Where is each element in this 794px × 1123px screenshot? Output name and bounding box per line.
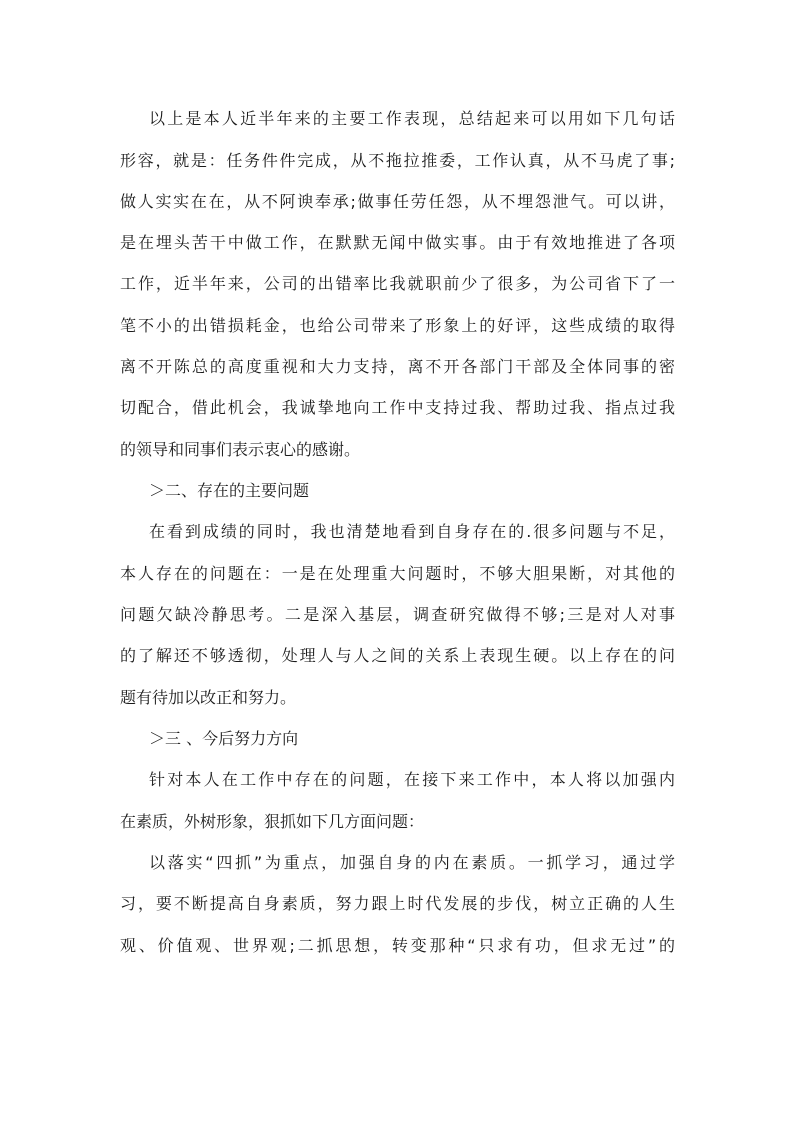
paragraph1-line-2: 形容，就是：任务件件完成，从不拖拉推委，工作认真，从不马虎了事; (120, 151, 675, 170)
paragraph1-line-8: 切配合，借此机会，我诚挚地向工作中支持过我、帮助过我、指点过我 (120, 398, 675, 417)
paragraph1-line-9: 的领导和同事们表示衷心的感谢。 (120, 440, 361, 459)
paragraph2-line-1: 在看到成绩的同时，我也清楚地看到自身存在的.很多问题与不足， (149, 522, 675, 541)
paragraph2-line-2: 本人存在的问题在：一是在处理重大问题时，不够大胆果断，对其他的 (120, 564, 675, 583)
section-heading-3: ＞三 、今后努力方向 (149, 729, 299, 748)
paragraph1-line-7: 离不开陈总的高度重视和大力支持，离不开各部门干部及全体同事的密 (120, 357, 675, 376)
paragraph4-line-1: 以落实“四抓”为重点，加强自身的内在素质。一抓学习，通过学 (149, 853, 675, 872)
paragraph1-line-3: 做人实实在在，从不阿谀奉承;做事任劳任怨，从不埋怨泄气。可以讲， (120, 192, 675, 211)
paragraph2-line-5: 题有待加以改正和努力。 (120, 688, 297, 707)
paragraph4-line-2: 习，要不断提高自身素质，努力跟上时代发展的步伐，树立正确的人生 (120, 894, 675, 913)
paragraph1-line-4: 是在埋头苦干中做工作，在默默无闻中做实事。由于有效地推进了各项 (120, 233, 675, 252)
paragraph2-line-3: 问题欠缺冷静思考。二是深入基层，调查研究做得不够;三是对人对事 (120, 605, 675, 624)
paragraph1-line-6: 笔不小的出错损耗金，也给公司带来了形象上的好评，这些成绩的取得 (120, 316, 675, 335)
paragraph2-line-4: 的了解还不够透彻，处理人与人之间的关系上表现生硬。以上存在的问 (120, 646, 675, 665)
paragraph3-line-2: 在素质，外树形象，狠抓如下几方面问题： (120, 812, 425, 831)
paragraph4-line-3: 观、价值观、世界观;二抓思想，转变那种“只求有功，但求无过”的 (120, 936, 675, 955)
section-heading-2: ＞二、存在的主要问题 (149, 481, 310, 500)
paragraph1-line-5: 工作，近半年来，公司的出错率比我就职前少了很多，为公司省下了一 (120, 274, 675, 293)
paragraph3-line-1: 针对本人在工作中存在的问题，在接下来工作中，本人将以加强内 (149, 770, 675, 789)
paragraph1-line-1: 以上是本人近半年来的主要工作表现，总结起来可以用如下几句话 (149, 109, 675, 128)
